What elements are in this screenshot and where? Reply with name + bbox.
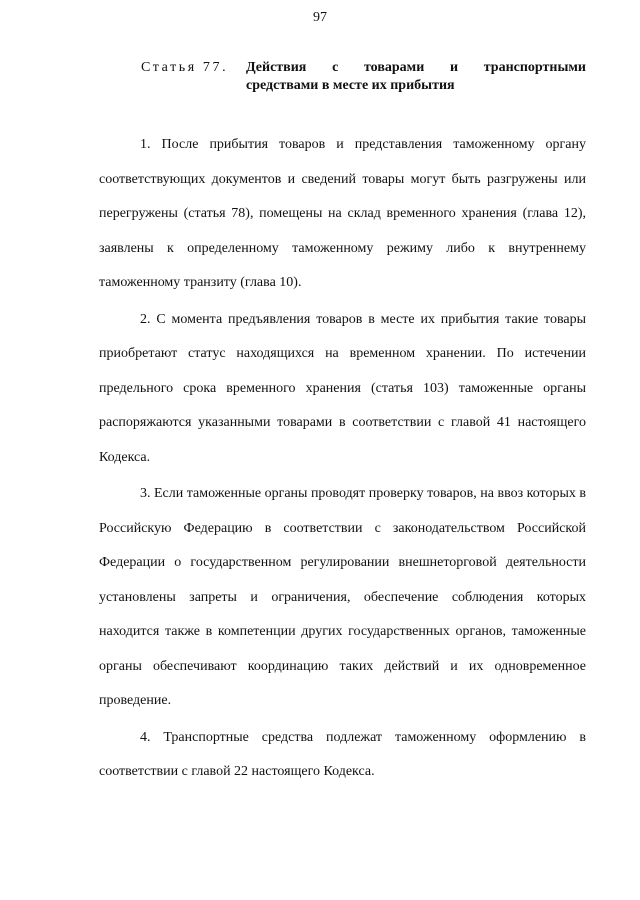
article-title [246,59,586,95]
article-title-line-2: средствами в месте их прибытия [246,78,455,93]
article-title-line-1: Действия с товарами и транспортными [246,60,586,75]
paragraph-1: 1. После прибытия товаров и представления таможенному органу соответствующих документов и сведений товары могут быть разгружены или перегружены (статья 78), помещены на склад временного хранения (глава 12), заявлены к определенному таможенному режиму либо к внутреннему таможенному транзиту (глава 10). [99,137,586,290]
article-label: Статья 77. [141,60,229,75]
article-body [99,128,586,790]
paragraph-4: 4. Транспортные средства подлежат таможенному оформлению в соответствии с главой 22 настоящего Кодекса. [99,729,586,779]
page-number: 97 [313,10,327,25]
paragraph-3: 3. Если таможенные органы проводят проверку товаров, на ввоз которых в Российскую Федерацию в соответствии с законодательством Российской Федерации о государственном регулировании внешнеторговой деятельности установлены запреты и ограничения, обеспечение соблюдения которых находится также в компетенции других государственных органов, таможенные органы обеспечивают координацию таких действий и их одновременное проведение. [99,486,586,708]
paragraph-2: 2. С момента предъявления товаров в месте их прибытия такие товары приобретают статус находящихся на временном хранении. По истечении предельного срока временного хранения (статья 103) таможенные органы распоряжаются указанными товарами в соответствии с главой 41 настоящего Кодекса. [99,311,586,465]
